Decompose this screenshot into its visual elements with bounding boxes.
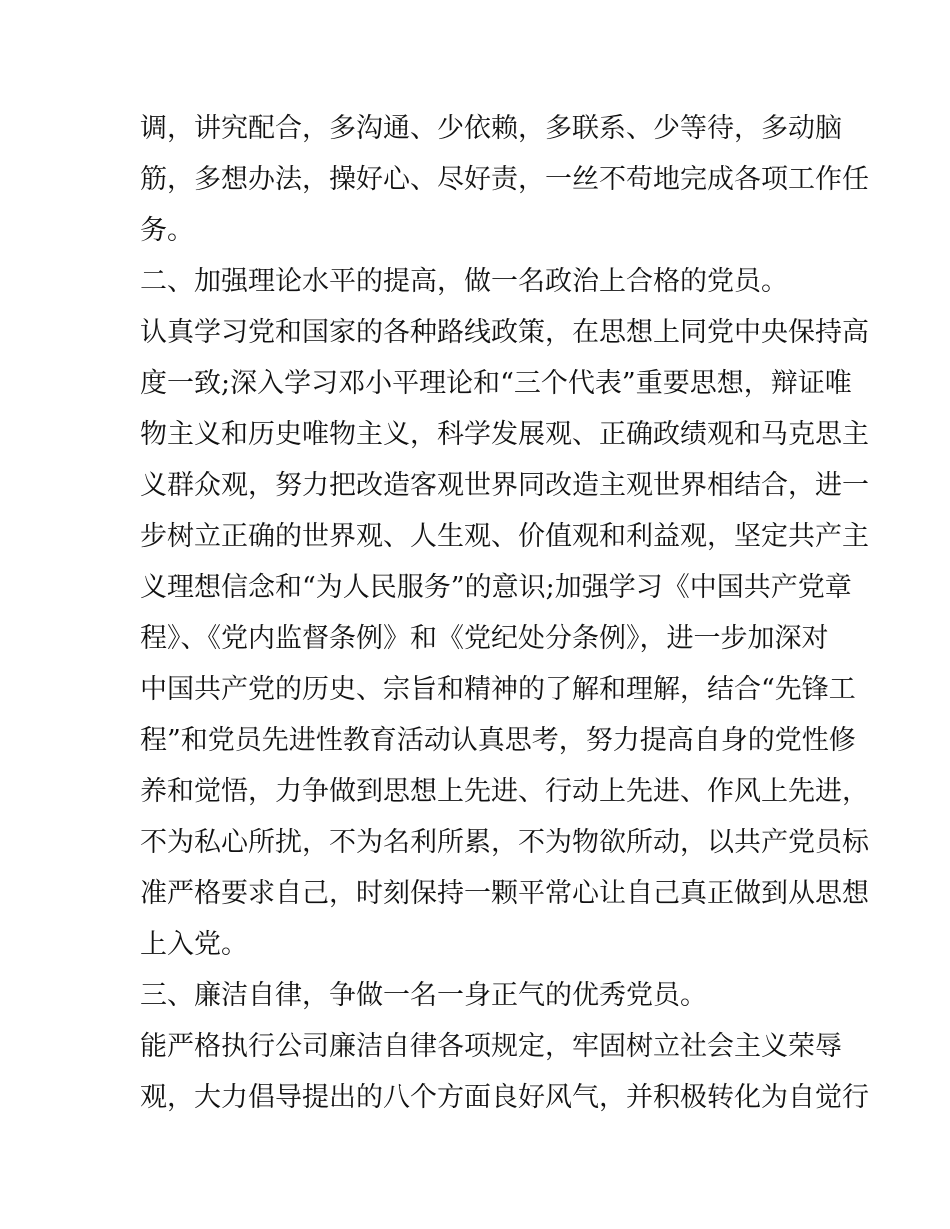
text-line: 调，讲究配合，多沟通、少依赖，多联系、少等待，多动脑: [140, 113, 842, 144]
text-line: 义群众观，努力把改造客观世界同改造主观世界相结合，进一: [140, 470, 869, 501]
body-text: [140, 103, 869, 1123]
text-line: 务。: [140, 215, 194, 246]
text-line: 程”和党员先进性教育活动认真思考，努力提高自身的党性修: [140, 725, 856, 756]
text-line: 中国共产党的历史、宗旨和精神的了解和理解，结合“先锋工: [140, 674, 856, 705]
text-line: 物主义和历史唯物主义，科学发展观、正确政绩观和马克思主: [140, 419, 869, 450]
text-line: 能严格执行公司廉洁自律各项规定，牢固树立社会主义荣辱: [140, 1031, 842, 1062]
text-line: 义理想信念和“为人民服务”的意识;加强学习《中国共产党章: [140, 572, 852, 603]
text-line: 二、加强理论水平的提高，做一名政治上合格的党员。: [140, 266, 788, 297]
text-line: 三、廉洁自律，争做一名一身正气的优秀党员。: [140, 980, 707, 1011]
text-line: 筋，多想办法，操好心、尽好责，一丝不苟地完成各项工作任: [140, 164, 869, 195]
text-line: 步树立正确的世界观、人生观、价值观和利益观，坚定共产主: [140, 521, 869, 552]
text-line: 不为私心所扰，不为名利所累，不为物欲所动，以共产党员标: [140, 827, 869, 858]
text-line: 认真学习党和国家的各种路线政策，在思想上同党中央保持高: [140, 317, 869, 348]
text-line: 上入党。: [140, 929, 248, 960]
text-line: 程》、《党内监督条例》和《党纪处分条例》，进一步加深对: [140, 623, 829, 654]
text-line: 观，大力倡导提出的八个方面良好风气，并积极转化为自觉行: [140, 1082, 869, 1113]
text-line: 养和觉悟，力争做到思想上先进、行动上先进、作风上先进，: [140, 776, 869, 807]
text-line: 准严格要求自己，时刻保持一颗平常心让自己真正做到从思想: [140, 878, 869, 909]
text-line: 度一致;深入学习邓小平理论和“三个代表”重要思想，辩证唯: [140, 368, 852, 399]
